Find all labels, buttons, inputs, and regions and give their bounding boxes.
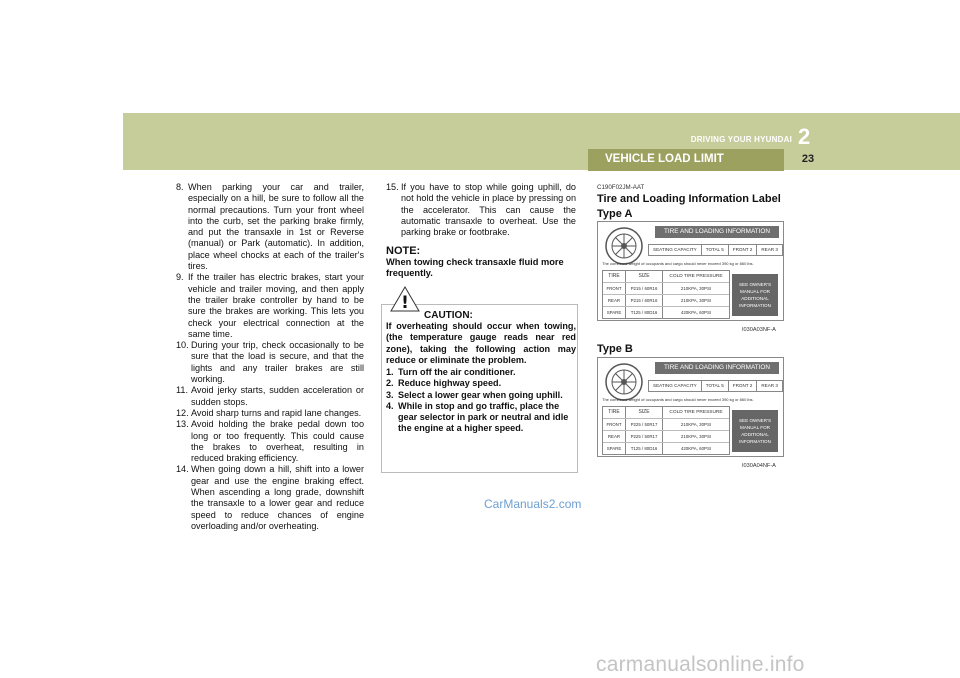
tire-label-title: TIRE AND LOADING INFORMATION [655, 362, 779, 374]
header-banner [123, 113, 960, 170]
list-item: 14. When going down a hill, shift into a lower gear and use the engine braking effect. When ascending a long grade, downshift the transaxle to a lower gear and reduce speed to reduce chances of engine overloading and/or overheating. [176, 464, 364, 531]
subsection-heading: Tire and Loading Information Label [597, 193, 781, 205]
chapter-label: DRIVING YOUR HYUNDAI [690, 135, 792, 144]
table-row: REAR P225 / 50R17 210KPA, 30PSI [603, 430, 729, 442]
towing-step-15 [386, 182, 576, 238]
caution-steps [386, 367, 576, 435]
note-heading: NOTE: [386, 245, 421, 257]
list-item: 4. While in stop and go traffic, place the gear selector in park or neutral and idle the engine at a higher speed. [386, 400, 569, 434]
seating-capacity-row: SEATING CAPACITY TOTAL 5 FRONT 2 REAR 3 [648, 244, 783, 256]
list-item: 15. If you have to stop while going uphill, do not hold the vehicle in place by pressing on the accelerator. This can cause the automatic transaxle to overheat. Use the parking brake or footbrake. [386, 182, 576, 238]
tire-label-a [597, 221, 784, 321]
chapter-number: 2 [798, 124, 811, 149]
towing-steps-column [176, 182, 364, 532]
table-header-row: TIRE SIZE COLD TIRE PRESSURE [603, 271, 729, 282]
list-item: 12. Avoid sharp turns and rapid lane changes. [176, 407, 362, 418]
caution-heading: CAUTION: [424, 310, 473, 321]
list-item: 1. Turn off the air conditioner. [386, 367, 516, 377]
type-a-heading: Type A [597, 208, 633, 220]
table-header-row: TIRE SIZE COLD TIRE PRESSURE [603, 407, 729, 418]
table-row: SPARE T125 / 80D16 420KPA, 60PSI [603, 306, 729, 318]
see-manual-box: SEE OWNER'S MANUAL FOR ADDITIONAL INFORMATION [732, 410, 778, 452]
warning-triangle-icon [390, 286, 420, 312]
section-title: VEHICLE LOAD LIMIT [605, 153, 724, 165]
footer-logo: carmanualsonline.info [596, 653, 805, 676]
tire-label-title: TIRE AND LOADING INFORMATION [655, 226, 779, 238]
list-item: 10. During your trip, check occasionally to be sure that the load is secure, and that the lights and any trailer brakes are still working. [176, 340, 364, 385]
seating-capacity-row: SEATING CAPACITY TOTAL 5 FRONT 2 REAR 3 [648, 380, 783, 392]
page-number: 23 [801, 153, 815, 165]
svg-text:!: ! [401, 293, 409, 312]
figure-ref-b: I030A04NF-A [742, 463, 776, 469]
combined-weight-text: The combined weight of occupants and cargo should never exceed 390 kg or 860 lbs. [602, 397, 754, 402]
tire-pressure-table [602, 270, 730, 319]
table-row: SPARE T125 / 80D16 420KPA, 60PSI [603, 442, 729, 454]
tire-wheel-icon [604, 362, 644, 402]
table-row: REAR P215 / 60R16 210KPA, 30PSI [603, 294, 729, 306]
list-item: 13. Avoid holding the brake pedal down too long or too frequently. This could cause the brakes to overheat, resulting in reduced braking efficiency. [176, 419, 364, 464]
list-item: 9. If the trailer has electric brakes, start your vehicle and trailer moving, and then apply the trailer brake controller by hand to be sure the brakes are working. This lets you check your electrical connection at the same time. [176, 272, 364, 339]
list-item: 3. Select a lower gear when going uphill. [386, 389, 563, 400]
see-manual-box: SEE OWNER'S MANUAL FOR ADDITIONAL INFORMATION [732, 274, 778, 316]
tire-pressure-table [602, 406, 730, 455]
caution-text: If overheating should occur when towing, (the temperature gauge reads near red zone), taking the following action may reduce or eliminate the problem. [386, 321, 576, 365]
tire-label-b [597, 357, 784, 457]
note-text: When towing check transaxle fluid more frequently. [386, 257, 564, 279]
table-row: FRONT P225 / 50R17 210KPA, 30PSI [603, 418, 729, 430]
list-item: 2. Reduce highway speed. [386, 378, 502, 389]
type-b-heading: Type B [597, 343, 633, 355]
tire-wheel-icon [604, 226, 644, 266]
combined-weight-text: The combined weight of occupants and cargo should never exceed 390 kg or 860 lbs. [602, 261, 754, 266]
figure-ref-a: I030A03NF-A [742, 327, 776, 333]
table-row: FRONT P215 / 60R16 210KPA, 30PSI [603, 282, 729, 294]
watermark-link[interactable]: CarManuals2.com [484, 497, 582, 511]
list-item: 11. Avoid jerky starts, sudden acceleration or sudden stops. [176, 385, 364, 407]
list-item: 8. When parking your car and trailer, especially on a hill, be sure to follow all the normal precautions. Turn your front wheel into the curb, set the parking brake firmly, and put the transaxle in 1st or Reverse (manual) or Park (automatic). In addition, place wheel chocks at each of the trailer's tires. [176, 182, 364, 272]
section-code: C190F02JM-AAT [597, 184, 645, 191]
